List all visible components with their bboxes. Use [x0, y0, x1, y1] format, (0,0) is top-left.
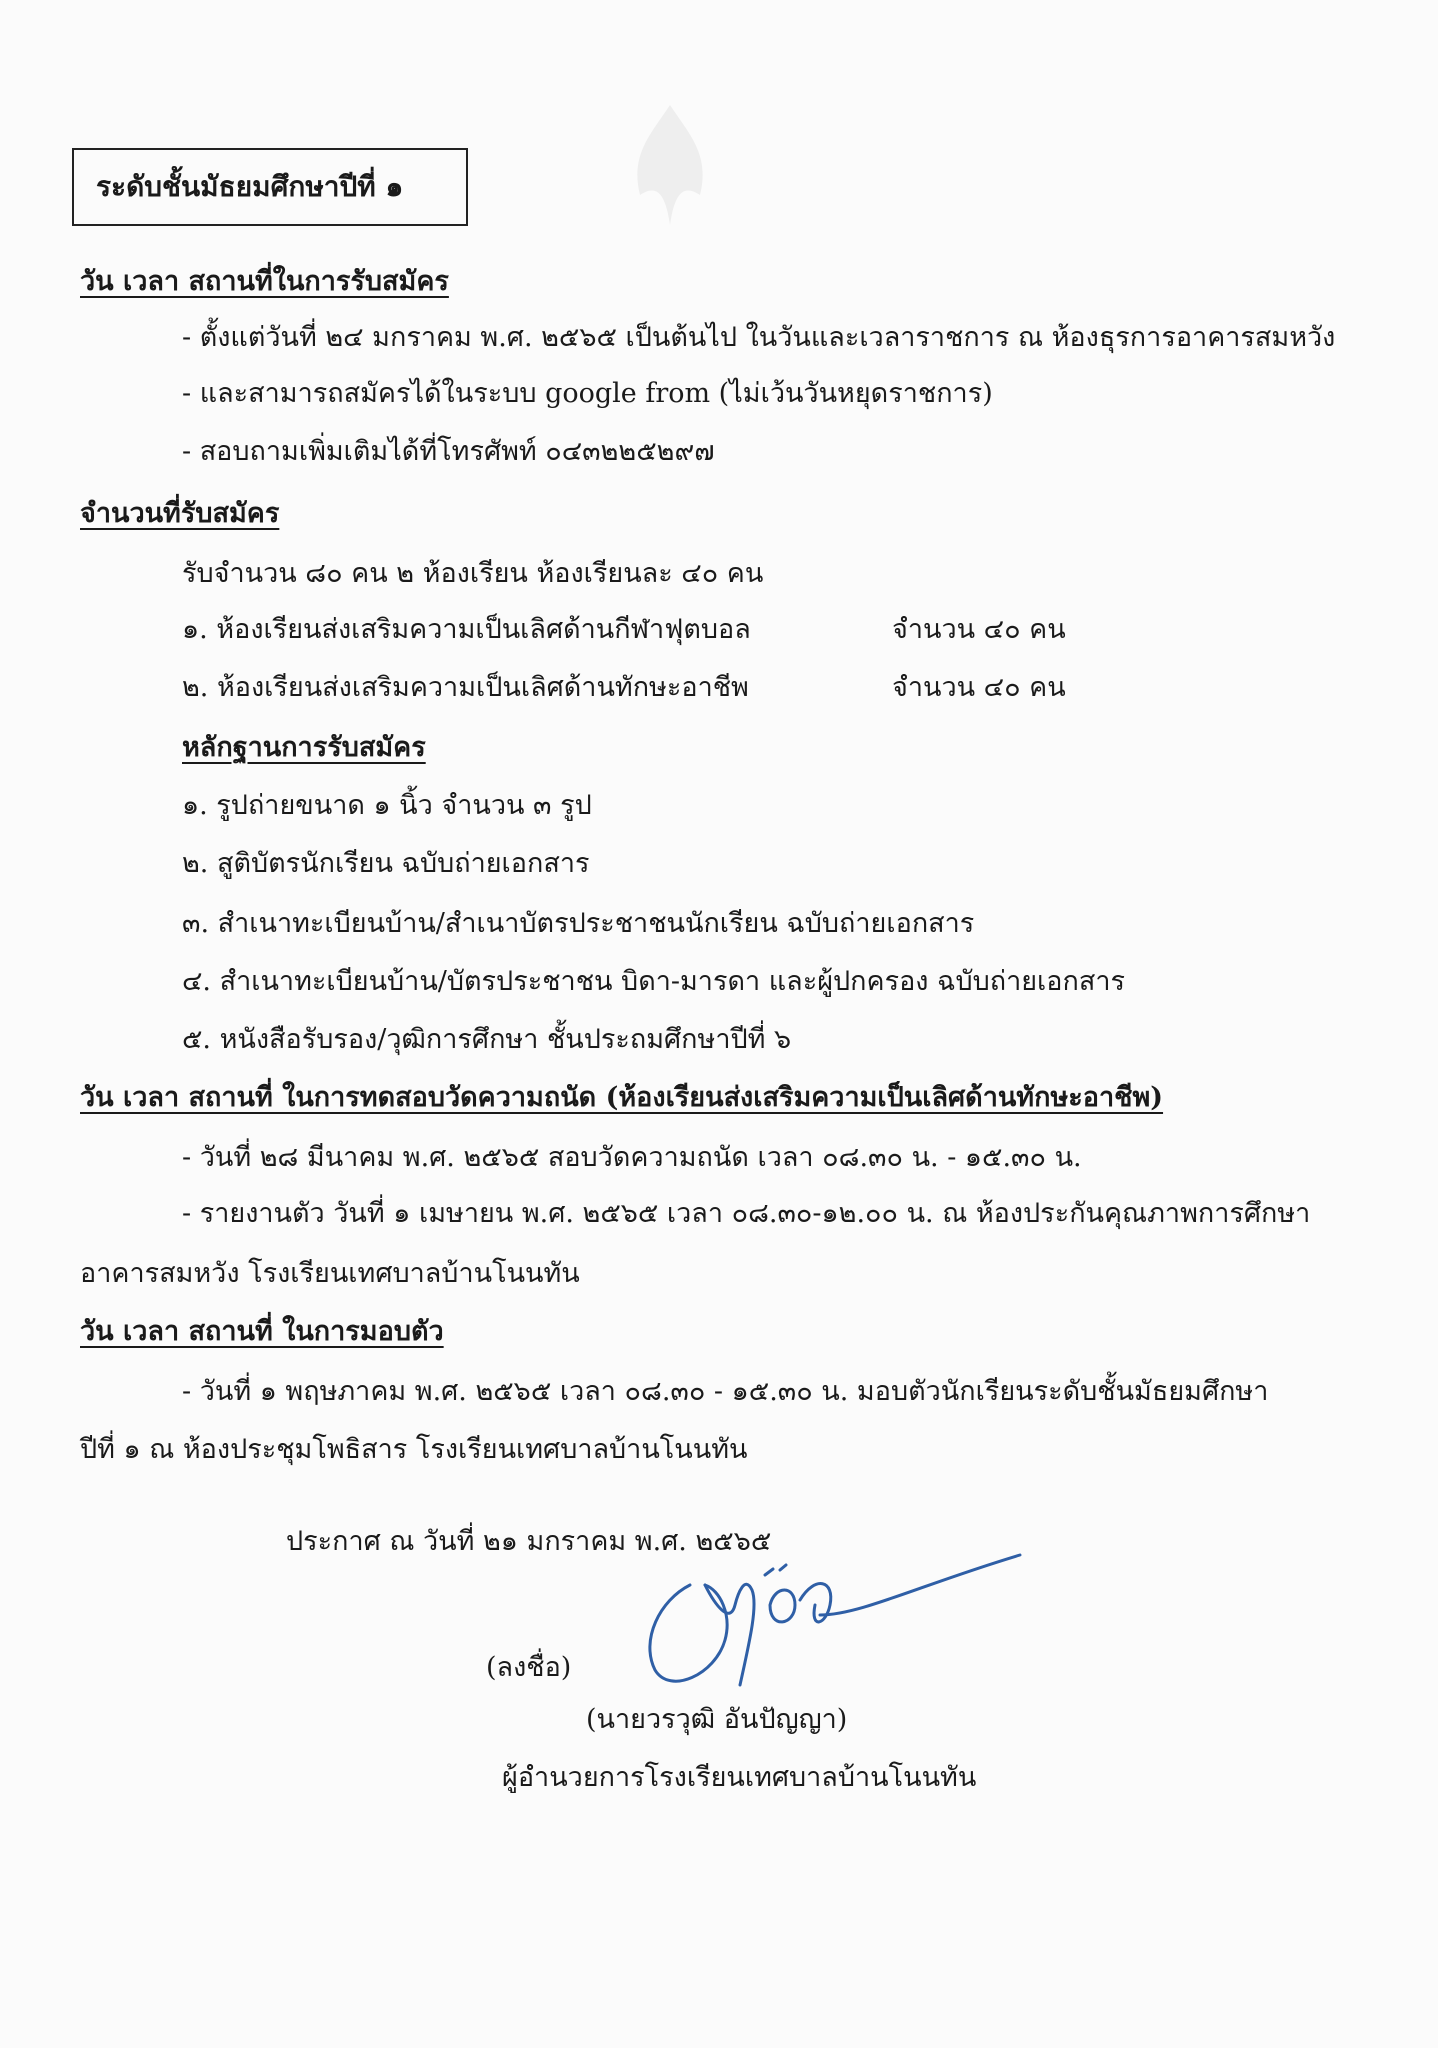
level-title: ระดับชั้นมัธยมศึกษาปีที่ ๑ — [96, 170, 404, 203]
s1-item-2: - และสามารถสมัครได้ในระบบ google from (ไม่เว้นวันหยุดราชการ) — [182, 378, 993, 409]
signer-position: ผู้อำนวยการโรงเรียนเทศบาลบ้านโนนทัน — [502, 1762, 977, 1793]
s4-item-2: - รายงานตัว วันที่ ๑ เมษายน พ.ศ. ๒๕๖๕ เวลา ๐๘.๓๐-๑๒.๐๐ น. ณ ห้องประกันคุณภาพการศึกษา — [182, 1198, 1311, 1229]
s3-item-2: ๒. สูติบัตรนักเรียน ฉบับถ่ายเอกสาร — [182, 848, 590, 879]
level-title-box — [72, 148, 468, 226]
s1-item-1: - ตั้งแต่วันที่ ๒๔ มกราคม พ.ศ. ๒๕๖๕ เป็นต้นไป ในวันและเวลาราชการ ณ ห้องธุรการอาคารสมหวัง — [182, 322, 1336, 353]
sign-label: (ลงชื่อ) — [486, 1652, 572, 1683]
s3-item-5: ๕. หนังสือรับรอง/วุฒิการศึกษา ชั้นประถมศึกษาปีที่ ๖ — [182, 1024, 792, 1055]
s2-intro: รับจำนวน ๘๐ คน ๒ ห้องเรียน ห้องเรียนละ ๔๐ คน — [182, 558, 764, 589]
s3-item-3: ๓. สำเนาทะเบียนบ้าน/สำเนาบัตรประชาชนนักเรียน ฉบับถ่ายเอกสาร — [182, 908, 975, 939]
s3-item-1: ๑. รูปถ่ายขนาด ๑ นิ้ว จำนวน ๓ รูป — [182, 790, 592, 821]
section1-heading: วัน เวลา สถานที่ในการรับสมัคร — [80, 266, 449, 297]
section3-heading: หลักฐานการรับสมัคร — [182, 732, 426, 763]
room-2-count: จำนวน ๔๐ คน — [892, 672, 1066, 703]
section4-heading: วัน เวลา สถานที่ ในการทดสอบวัดความถนัด (ห้องเรียนส่งเสริมความเป็นเลิศด้านทักษะอาชีพ) — [80, 1082, 1164, 1113]
s1-item-3: - สอบถามเพิ่มเติมได้ที่โทรศัพท์ ๐๔๓๒๒๕๒๙๗ — [182, 436, 715, 467]
emblem-watermark — [610, 95, 730, 235]
section2-heading: จำนวนที่รับสมัคร — [80, 498, 280, 529]
s3-item-4: ๔. สำเนาทะเบียนบ้าน/บัตรประชาชน บิดา-มารดา และผู้ปกครอง ฉบับถ่ายเอกสาร — [182, 966, 1125, 997]
announcement-date: ประกาศ ณ วันที่ ๒๑ มกราคม พ.ศ. ๒๕๖๕ — [286, 1526, 772, 1557]
room-1-count: จำนวน ๔๐ คน — [892, 614, 1066, 645]
s5-item-1-cont: ปีที่ ๑ ณ ห้องประชุมโพธิสาร โรงเรียนเทศบาลบ้านโนนทัน — [80, 1434, 748, 1465]
room-1-label: ๑. ห้องเรียนส่งเสริมความเป็นเลิศด้านกีฬาฟุตบอล — [182, 614, 751, 645]
room-2-label: ๒. ห้องเรียนส่งเสริมความเป็นเลิศด้านทักษะอาชีพ — [182, 672, 749, 703]
handwritten-signature — [620, 1545, 1040, 1705]
signer-name: (นายวรวุฒิ อันปัญญา) — [586, 1704, 848, 1735]
s5-item-1: - วันที่ ๑ พฤษภาคม พ.ศ. ๒๕๖๕ เวลา ๐๘.๓๐ - ๑๕.๓๐ น. มอบตัวนักเรียนระดับชั้นมัธยมศึกษา — [182, 1376, 1269, 1407]
section5-heading: วัน เวลา สถานที่ ในการมอบตัว — [80, 1316, 444, 1347]
s4-item-2-cont: อาคารสมหวัง โรงเรียนเทศบาลบ้านโนนทัน — [80, 1258, 580, 1289]
s4-item-1: - วันที่ ๒๘ มีนาคม พ.ศ. ๒๕๖๕ สอบวัดความถนัด เวลา ๐๘.๓๐ น. - ๑๕.๓๐ น. — [182, 1142, 1082, 1173]
